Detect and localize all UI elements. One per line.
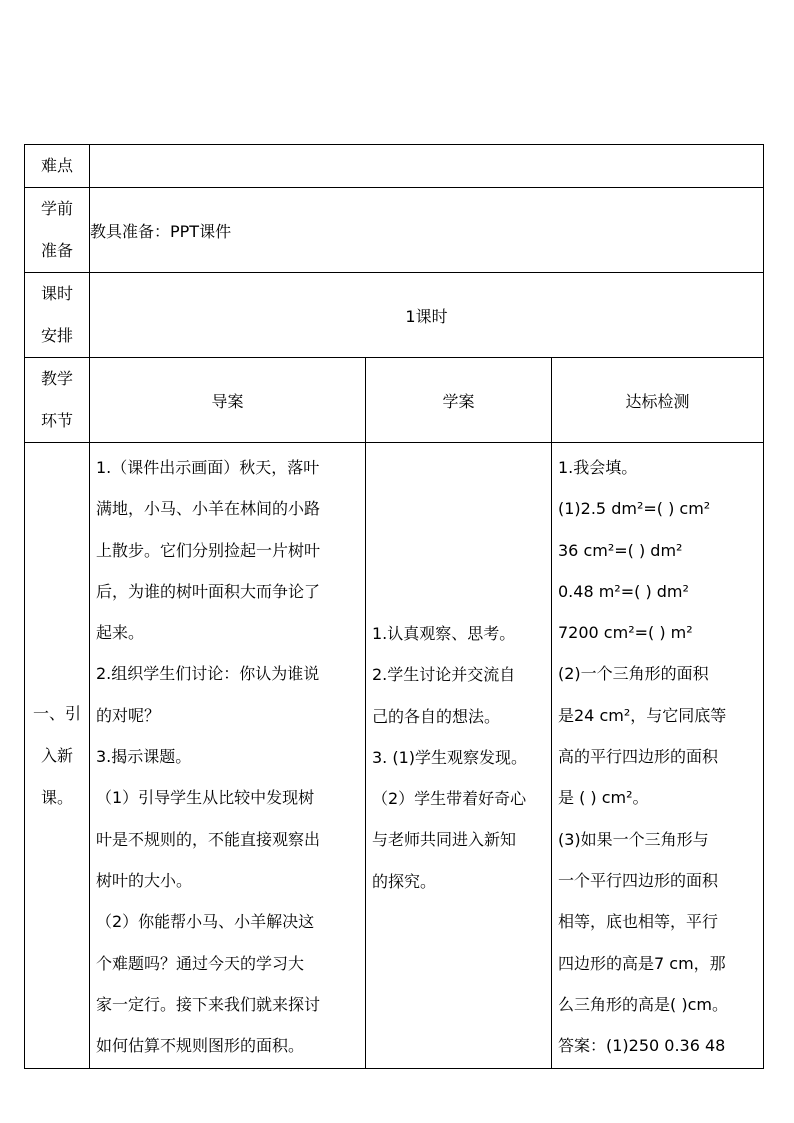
- study-header: 学案: [366, 358, 552, 443]
- preparation-row: [25, 188, 764, 273]
- schedule-label: 课时 安排: [25, 273, 90, 358]
- schedule-row: [25, 273, 764, 358]
- teaching-stage-label: 教学 环节: [25, 358, 90, 443]
- guide-content: 1.（课件出示画面）秋天，落叶 满地，小马、小羊在林间的小路 上散步。它们分别捡起一片树叶 后，为谁的树叶面积大而争论了 起来。 2.组织学生们讨论：你认为谁说 的对呢？ 3.揭示课题。 （1）引导学生从比较中发现树 叶是不规则的，不能直接观察出 树叶的大小。 （2）你能帮小马、小羊解决这 个难题吗？通过今天的学习大 家一定行。接下来我们就来探讨 如何估算不规则图形的面积。: [90, 443, 366, 1069]
- intro-stage-label: 一、引 入新 课。: [25, 443, 90, 1069]
- difficulty-label: 难点: [25, 145, 90, 188]
- preparation-label: 学前 准备: [25, 188, 90, 273]
- preparation-value: 教具准备：PPT课件: [90, 188, 764, 273]
- difficulty-row: [25, 145, 764, 188]
- check-content: 1.我会填。 (1)2.5 dm²=( ) cm² 36 cm²=( ) dm² 0.48 m²=( ) dm² 7200 cm²=( ) m² (2)一个三角形的面积 是24 cm²，与它同底等 高的平行四边形的面积 是 ( ) cm²。 (3)如果一个三角形与 一个平行四边形的面积 相等，底也相等，平行 四边形的高是7 cm，那 么三角形的高是( )cm。 答案：(1)250 0.36 48: [552, 443, 764, 1069]
- study-content: 1.认真观察、思考。 2.学生讨论并交流自 己的各自的想法。 3. (1)学生观察发现。 （2）学生带着好奇心 与老师共同进入新知 的探究。: [366, 443, 552, 1069]
- difficulty-value: [90, 145, 764, 188]
- header-row: [25, 358, 764, 443]
- intro-row: [25, 443, 764, 1069]
- check-header: 达标检测: [552, 358, 764, 443]
- schedule-value: 1课时: [90, 273, 764, 358]
- guide-header: 导案: [90, 358, 366, 443]
- lesson-plan-table: [24, 144, 764, 1069]
